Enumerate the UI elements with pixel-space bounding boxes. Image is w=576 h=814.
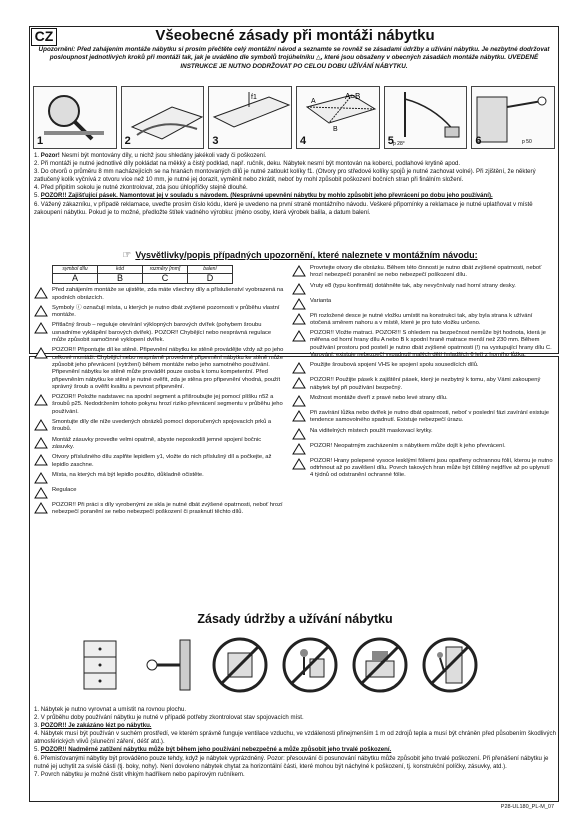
fig3-label: f1 [251,94,258,101]
symbol-description: POZOR!! Použijte pásek k zajištění pásek, který je nezbytný k tomu, aby Vámi zakoupený nábytek byl při používání bezpečný. [310,377,541,391]
figure-number: 5 [387,135,394,147]
figure-number: 4 [300,135,307,147]
list-item: 2. Při montáži je nutné jednotlivé díly pokládat na měkký a čistý podklad, např. ručník, deku. Nábytek nesmí být montován na koberci, podlahové krytině apod. [34,160,461,168]
symbol-description: POZOR! Hrany polepené vysoce lesklými fóliemi jsou opatřeny ochrannou fólií, kterou je nutno odtrhnout až po zavěšení dílu. Povrch takových hran může být čištěný nejdříve až po uplynutí 4 týdnů od odstranění ochranné fólie. [310,457,553,479]
list-item: 7. Povrch nábytku je možné čistit vlhkým hadříkem nebo papírovým ručníkem. [34,770,245,778]
list-item: 4. Před připitím sokolu je nutné zkontrolovat, zda jsou úhlopříčky stejně dlouhé. [34,184,248,192]
wall-anchor-icon [140,635,200,695]
wall-mount-icon [472,87,555,149]
symbol-description: Otvory příslušného dílu zaplňte lepidlem y1, vložte do nich příslušný díl a počkejte, až lepidlo zaschne. [52,454,272,468]
figure-number: 6 [475,135,482,147]
symbol-description: Místa, na kterých má být lepidlo použito, důkladně očistěte. [52,471,204,478]
symbol-item [292,283,554,295]
no-climbing-icon [420,635,480,695]
fig6-label: p 50 [522,139,533,145]
symbols-section-title: ☞ Vysvětlivky/popis případných upozornění, které naleznete v montážním návodu: [122,250,478,261]
symbol-item [292,298,554,310]
warning-text: Upozornění: Před zahájením montáže nábytku si prosím přečtěte celý montážní návod a seznamte se rovněž se zásadami údržby a užívání nábytku. Je nezbytné dodržovat posloupnost jednotlivých kroků při montáži tak, jak je uváděno dle symbolů trojúhelníku △, které jsou obsaženy v obecných zásadách montáže nábytku. UVEDENÉ INSTRUKCE JE NUTNO DODRŽOVAT PO CELOU DOBU UŽÍVÁNÍ NÁBYTKU. [38,46,550,70]
figure-5 [384,86,468,149]
warning-triangle-icon [34,487,48,499]
list-item: 6. Přemisťovanými nábytky být prováděno pouze tehdy, když je nábytek vyprázdněný. Pozor: přesouvání či posunování nábytku může způsobit jeho trvalé poškození. Při přenášení nábytku je nutné jej uchytit za svislé části (tj. boky, nohy). Není dovoleno nábytek chytat za horizontální části, které mohou být náchylné k poškození, tj. konstrukční políčky, zásuvky, atd.). [34,754,549,770]
symbol-description: POZOR!! Položte nadstavec na spodní segment a přišroubujte jej pomocí plíšku n52 a šroubů p25. Nedodržením tohoto pokynu hrozí riziko převrácení segmentu v průběhu jeho používání. [52,394,283,415]
symbol-description: Na viditelných místech použít maskovací krytky. [310,427,433,434]
symbol-description: Při zavírání lůžka nebo dvířek je nutno dbát opatrnosti, neboť v poslední fázi zavírání existuje tendence samovolného spadnutí. Existuje nebezpečí úrazu. [310,409,550,424]
assembly-figures [33,86,555,149]
symbol-description: Regulace [52,486,77,493]
warning-triangle-icon [292,377,306,389]
figure-1 [33,86,117,149]
symbol-description: Provrtejte otvory dle obrázku. Během této činnosti je nutno dbát zvýšené opatrnosti, neboť hrozí nebezpečí poranění se nebo nebezpečí poškození dílu. [310,265,542,279]
warning-triangle-icon [34,437,48,449]
warning-triangle-icon [292,265,306,277]
page-title: Všeobecné zásady při montáži nábytku [155,27,435,44]
warning-triangle-icon [292,410,306,422]
symbol-item [292,330,554,359]
fig5-label: p 28° [392,141,405,147]
warning-triangle-icon [292,443,306,455]
symbol-item [292,458,554,480]
warning-triangle-icon [34,472,48,484]
symbol-description: Možnost montáže dveří z pravé nebo levé strany dílu. [310,394,448,401]
magnifier-icon [34,87,117,149]
symbol-description: POZOR!! Vložte matraci. POZOR!!! S ohledem na bezpečnost nemůže být hodnota, která je měřena od horní hrany dílu A nebo B k spodní hraně matrace menší než 230 mm. Během používání prostoru pod postelí je nutno dbát zvýšené opatrnosti (!) na vystupující hrany dílu C. Varování: existuje nebezpečí vypadnutí malých dětí (mladších 6 let) z horního lůžka. [310,330,552,359]
figure-number: 3 [212,135,219,147]
list-item: 3. POZOR!! Je zakázáno lézt po nábytku. [34,722,152,730]
maintenance-pictograms [70,630,530,700]
maintenance-title: Zásady údržby a užívání nábytku [197,612,393,626]
fig4-b: B [333,126,338,133]
symbol-description: Vruty e8 (typu konfirmát) dotáhněte tak, aby nevyčnívaly nad horní strany desky. [310,282,516,289]
symbol-item [34,287,284,302]
symbol-description: POZOR! Neopatrným zacházením s nábytkem může dojít k jeho převrácení. [310,442,506,449]
board-icon [122,87,205,149]
dowel-icon [209,87,292,149]
symbol-description: Varianta [310,297,332,304]
warning-triangle-icon [292,428,306,440]
table-cell: A [53,274,98,284]
symbol-description: Při rozložené desce je nutné vložku umístit na konstrukci tak, aby byla strana k užívání otočená směrem nahoru a v místě, které je pro tuto vložku určeno. [310,312,533,326]
symbol-description: POZOR!! Připontujte díl ke stěně. Připevnění nábytku ke stěně provádějte vždy až po jeho celkové montáži. Chybějící nebo nesprávně provedené připevnění nábytku ke stěně může způsobit jeho převrácení (vytržení) během montáže nebo jeho samotného používání. Připevnění nábytku ke stěně může provádět pouze osoba k tomu kompetentní. Před připevněním nábytku ke stěně je nutné ověřit, zda je stěna pro připevnění vhodná, použít správný šroub a ověřit kvalitu a pevnost připevnění. [52,347,284,390]
list-item: 5. POZOR!! Nadměrné zatížení nábytku může být během jeho používání nebezpečné a může způsobit jeho trvalé poškození. [34,746,392,754]
symbol-item [34,394,284,416]
symbol-description: POZOR!! Při práci s díly vyrobenými ze skla je nutné dbát zvýšené opatrnosti, neboť hrozí nebezpečí poranění se nebo nebezpečí poškození či prasknutí těchto dílů. [52,501,283,516]
symbol-item [34,305,284,320]
symbol-item [34,454,284,469]
figure-number: 1 [37,135,44,147]
drawer-cabinet-icon [70,635,130,695]
warning-triangle-icon [34,419,48,431]
symbol-item [292,443,554,455]
symbol-item [292,362,554,374]
maintenance-rules-list [34,706,556,779]
table-header: rozměry [mm] [143,266,188,274]
symbol-item [34,472,284,484]
warning-triangle-icon [34,322,48,334]
symbol-description: Smontujte díly dle níže uvedených obrázků pomocí doporučených spojovacích prků a šroubů. [52,419,272,433]
warning-triangle-icon [34,454,48,466]
warning-triangle-icon [292,362,306,374]
figure-number: 2 [124,135,131,147]
parts-table [52,265,233,284]
table-cell: B [98,274,143,284]
pointing-hand-icon: ☞ [122,250,132,261]
warning-triangle-icon [34,287,48,299]
symbol-item [34,502,284,517]
list-item: 1. Pozor! Nesmí být montovány díly, u nichž jsou shledány jakékoli vady či poškození. [34,152,267,159]
no-moving-icon [280,635,340,695]
symbol-item [34,487,284,499]
language-code: CZ [31,28,57,46]
warning-triangle-icon [292,313,306,325]
warning-triangle-icon [34,305,48,317]
figure-6 [471,86,555,149]
warning-triangle-icon [292,298,306,310]
diagonal-icon [297,87,380,149]
figure-2 [121,86,205,149]
symbol-item [292,410,554,425]
no-overload-icon [350,635,410,695]
warning-triangle-icon [292,395,306,407]
symbol-item [34,437,284,452]
no-heat-icon [210,635,270,695]
symbol-description: Přítlačný šroub – reguluje otevírání výklopných barových dvířek (pohybem šroubu usnadníme vyklápění barových dvířek). POZOR!! Chybějící nebo nesprávná regulace může způsobit samočinné vyklopení dvířek. [52,322,272,344]
symbol-item [292,428,554,440]
warning-triangle-icon [292,283,306,295]
table-cell: D [188,274,233,284]
symbols-right-column [292,265,554,482]
symbol-item [292,395,554,407]
list-item: 3. Do otvorů o průměru 8 mm nacházejících se na hranách montovaných dílů je nutné zatloukt kolíky f1. (Otvory pro středové kolíky spojů je nutné zachovat volné). Při zjištění, že některý zatlučený kolík vyčnívá z otvoru více než 10 mm, je nutné jej dorazit, vyměnit nebo zkrátit, neboť by mohl způsobit poškození bočních stran při finálním složení. [34,168,536,184]
symbol-item [34,322,284,344]
list-item: 4. Nábytek musí být používán v suchém prostředí, ve kterém správně funguje ventilace vzduchu, ve vzdálenosti přinejmenším 1 m od zdrojů tepla a musí být chráněn před působením škodlivých atmosférických vlivů (sluneční záření, déšť atd.). [34,730,556,746]
table-header: symbol dílu [53,266,98,274]
warning-triangle-icon [292,330,306,342]
table-header: balení [188,266,233,274]
table-header: kód [98,266,143,274]
fig4-equation: A=B [345,92,361,101]
symbol-item [292,313,554,328]
symbol-item [292,265,554,280]
strap-icon [385,87,468,149]
table-cell: C [143,274,188,284]
list-item: 2. V průběhu doby používání nábytku je nutné v případě potřeby zkontrolovat stav spojovacích míst. [34,714,304,722]
symbol-item [34,419,284,434]
list-item: 6. Vážený zákazníku, v případě reklamace, uveďte prosím číslo kódu, které je uvedeno na první straně montážního návodu. Veškeré připomínky a reklamace je nutné uplatňovat v místě zakoupení nábytku. Pokud je to možné, předložte štítek vadného výrobku: jméno osoby, která výrobek balila, a datum balení. [34,200,533,216]
symbol-description: Symboly ⓘ označují místa, u kterých je nutno dbát zvýšené pozornosti v průběhu vlastní montáže. [52,304,280,319]
warning-triangle-icon [34,502,48,514]
fig4-a: A [311,98,316,105]
symbols-left-column [34,265,284,519]
warning-triangle-icon [292,458,306,470]
figure-3 [208,86,292,149]
symbol-description: Montáž zásuvky provedte velmi opatrně, abyste neposkodili jemné spojení bočnic zásuvky. [52,436,262,450]
list-item: 5. POZOR!! Zajišťující pásek. Namontovat jej v souladu s návodem. (Nesprávné upevnění nábytku by mohlo způsobit jeho převrácení po dobu jeho používání). [34,192,493,200]
symbol-description: Použijte šroubová spojení VHS ke spojení spolu sousedících dílů. [310,362,479,369]
figure-4 [296,86,380,149]
warning-triangle-icon [34,347,48,359]
assembly-rules-list [34,152,556,217]
warning-triangle-icon [34,394,48,406]
symbol-item [34,347,284,391]
list-item: 1. Nábytek je nutno vyrovnat a umístit na rovnou plochu. [34,706,187,713]
symbol-description: Před zahájením montáže se ujistěte, zda máte všechny díly a příslušenství vyobrazená na spodních obrázcích. [52,287,284,301]
document-code: P28-UL180_PL-M_07 [500,804,554,810]
symbol-item [292,377,554,392]
